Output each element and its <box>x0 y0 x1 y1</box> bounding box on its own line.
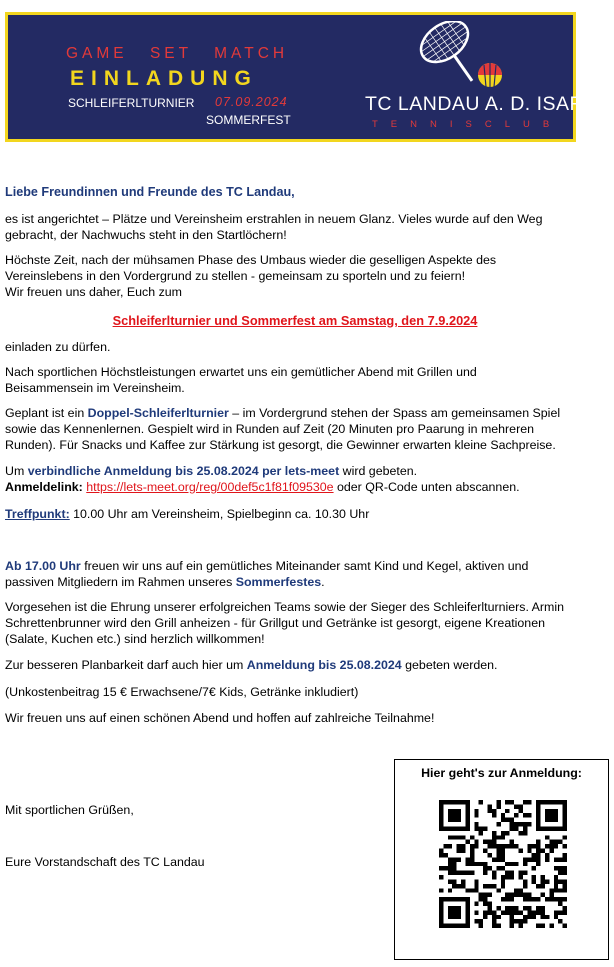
paragraph-cost: (Unkostenbeitrag 15 € Erwachsene/7€ Kids, Getränke inkludiert) <box>5 685 359 699</box>
qr-title: Hier geht's zur Anmeldung: <box>421 766 582 780</box>
link-label: Anmeldelink: <box>5 480 83 494</box>
paragraph-time-end: Wir freuen uns daher, Euch zum <box>5 285 182 299</box>
paragraph-invite: einladen zu dürfen. <box>5 340 111 354</box>
closing-greeting: Mit sportlichen Grüßen, <box>5 803 134 817</box>
qr-code-icon[interactable] <box>439 800 567 928</box>
registration-link[interactable]: https://lets-meet.org/reg/00def5c1f81f09530e <box>86 480 334 494</box>
paragraph-registration <box>5 463 565 495</box>
banner-tournament: SCHLEIFERLTURNIER <box>68 96 195 110</box>
paragraph-planning <box>5 657 565 673</box>
registration-pre: Um <box>5 464 28 478</box>
summer-time: Ab 17.00 Uhr <box>5 559 81 573</box>
meeting-label: Treffpunkt: <box>5 507 70 521</box>
paragraph-honors: Vorgesehen ist die Ehrung unserer erfolgreichen Teams sowie der Sieger des Schleiferlturniers. Armin Schrettenbrunner wird den Grill anheizen - für Grillgut und Getränke ist gesorgt, eigene Kreationen (Salate, Kuchen etc.) sind herzlich willkommen! <box>5 600 565 646</box>
banner-heading: EINLADUNG <box>70 67 258 90</box>
banner-tagline: GAME SET MATCH <box>66 45 289 62</box>
qr-box <box>394 759 609 960</box>
tournament-pre: Geplant ist ein <box>5 406 88 420</box>
greeting: Liebe Freundinnen und Freunde des TC Landau, <box>5 185 295 199</box>
paragraph-closing-wish: Wir freuen uns auf einen schönen Abend und hoffen auf zahlreiche Teilnahme! <box>5 711 435 725</box>
tournament-post: – im Vordergrund stehen der Spass am gemeinsamen Spiel sowie das Kennenlernen. Gespielt wird in Runden auf Zeit (20 Minuten pro Paarung in mehreren Runden). Für Snacks und Kaffee zur Stärkung ist gesorgt, die Gewinner erwarten kleine Sachpreise. <box>5 406 561 452</box>
banner-summer: SOMMERFEST <box>206 113 291 127</box>
planning-pre: Zur besseren Planbarkeit darf auch hier um <box>5 658 247 672</box>
paragraph-evening: Nach sportlichen Höchstleistungen erwartet uns ein gemütlicher Abend mit Grillen und Beisammensein im Vereinsheim. <box>5 365 477 395</box>
paragraph-time-text: Höchste Zeit, nach der mühsamen Phase des Umbaus wieder die geselligen Aspekte des Vereinslebens in den Vordergrund zu stellen - gemeinsam zu sporteln und zu feiern! <box>5 253 497 283</box>
header-banner <box>5 12 585 142</box>
summer-bold: Sommerfestes <box>235 575 322 589</box>
banner-club-sub: TENNISCLUB <box>372 119 563 130</box>
paragraph-time <box>5 252 565 300</box>
paragraph-meeting <box>5 506 565 522</box>
banner-club-name: TC LANDAU A. D. ISAR <box>365 93 585 115</box>
link-post: oder QR-Code unten abscannen. <box>333 480 520 494</box>
signature: Eure Vorstandschaft des TC Landau <box>5 855 205 869</box>
meeting-text: 10.00 Uhr am Vereinsheim, Spielbeginn ca. 10.30 Uhr <box>69 507 370 521</box>
tournament-bold: Doppel-Schleiferlturnier <box>87 406 229 420</box>
event-headline: Schleiferlturnier und Sommerfest am Samstag, den 7.9.2024 <box>112 313 478 328</box>
registration-post: wird gebeten. <box>339 464 418 478</box>
registration-bold: verbindliche Anmeldung bis 25.08.2024 per lets-meet <box>27 464 340 478</box>
summer-end: . <box>321 575 325 589</box>
planning-post: gebeten werden. <box>401 658 498 672</box>
paragraph-intro: es ist angerichtet – Plätze und Vereinsheim erstrahlen in neuem Glanz. Vieles wurde auf den Weg gebracht, der Nachwuchs steht in den Startlöchern! <box>5 212 543 242</box>
banner-date: 07.09.2024 <box>215 95 288 109</box>
summer-mid: freuen wir uns auf ein gemütliches Miteinander samt Kind und Kegel, aktiven und passiven Mitgliedern im Rahmen unseres <box>5 559 529 589</box>
paragraph-tournament <box>5 405 565 453</box>
planning-bold: Anmeldung bis 25.08.2024 <box>246 658 402 672</box>
paragraph-summer <box>5 558 565 590</box>
tennis-racket-logo-icon <box>400 21 520 95</box>
